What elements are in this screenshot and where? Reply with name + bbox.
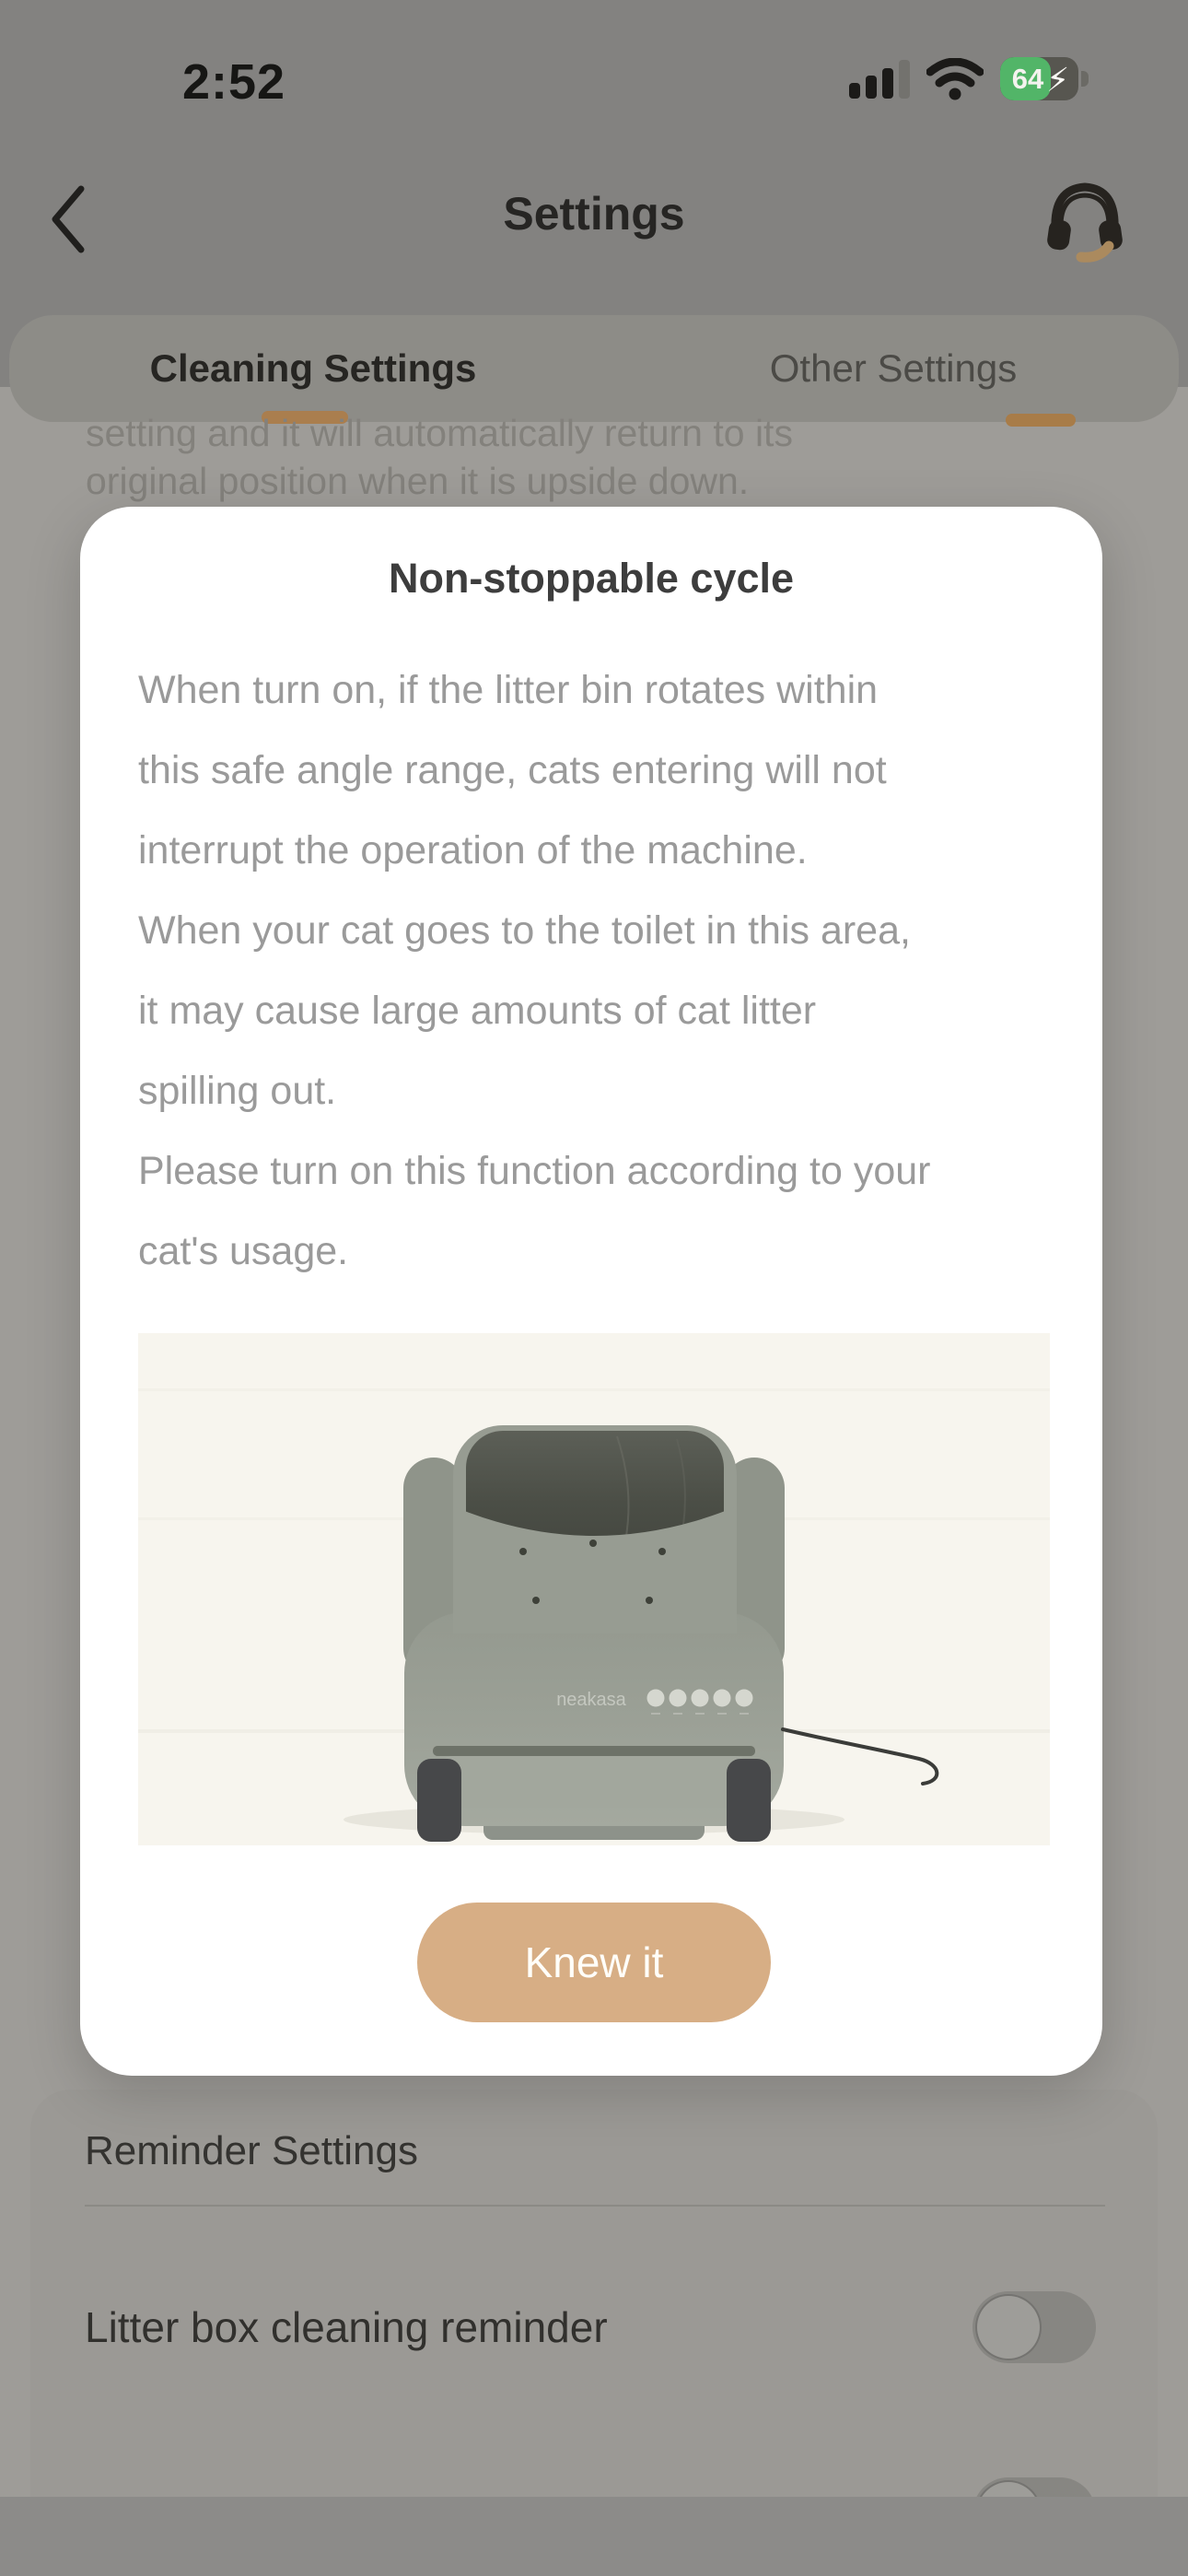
- wifi-icon: [926, 58, 984, 100]
- cellular-signal-icon: [849, 60, 910, 99]
- litter-box-cleaning-reminder-toggle[interactable]: [973, 2291, 1096, 2363]
- dialog-body: When turn on, if the litter bin rotates within this safe angle range, cats entering will not interrupt the operation of the machine. When your cat goes to the toilet in this area, it may cause large amounts of cat litter spilling out. Please turn on this function according to your cat's usage.: [138, 668, 931, 1273]
- device-brand-logo: neakasa: [556, 1690, 626, 1710]
- page-title: Settings: [503, 188, 685, 240]
- tab-bar: [9, 315, 1179, 422]
- section-header: Reminder Settings: [85, 2128, 418, 2173]
- status-time: 2:52: [182, 54, 286, 110]
- status-bar: [0, 0, 1188, 120]
- scrolled-setting-description: [86, 409, 1007, 505]
- device-photo: [138, 1333, 1050, 1845]
- clipped-toggle-on[interactable]: [1006, 414, 1076, 427]
- dialog-title: Non-stoppable cycle: [388, 555, 795, 602]
- description-line: original position when it is upside down.: [86, 460, 750, 502]
- headset-icon: [1041, 172, 1129, 264]
- tab-cleaning-settings[interactable]: Cleaning Settings: [149, 346, 477, 390]
- navigation-bar: [0, 170, 1188, 272]
- row-label: Litter box cleaning reminder: [85, 2303, 608, 2351]
- battery-icon: [1000, 57, 1089, 100]
- divider: [85, 2205, 1105, 2207]
- bottom-safe-area: [0, 2497, 1188, 2576]
- charging-bolt-icon: ⚡︎: [1046, 61, 1070, 99]
- knew-it-button[interactable]: Knew it: [417, 1903, 771, 2022]
- description-line: setting and it will automatically return to its: [86, 412, 793, 454]
- non-stoppable-cycle-dialog: [80, 507, 1102, 2076]
- row-litter-box-cleaning-reminder[interactable]: [30, 2272, 1158, 2383]
- toggle-knob: [977, 2296, 1040, 2359]
- battery-percent: 64: [1011, 63, 1044, 95]
- support-button[interactable]: [1041, 172, 1129, 264]
- tab-other-settings[interactable]: Other Settings: [769, 346, 1018, 390]
